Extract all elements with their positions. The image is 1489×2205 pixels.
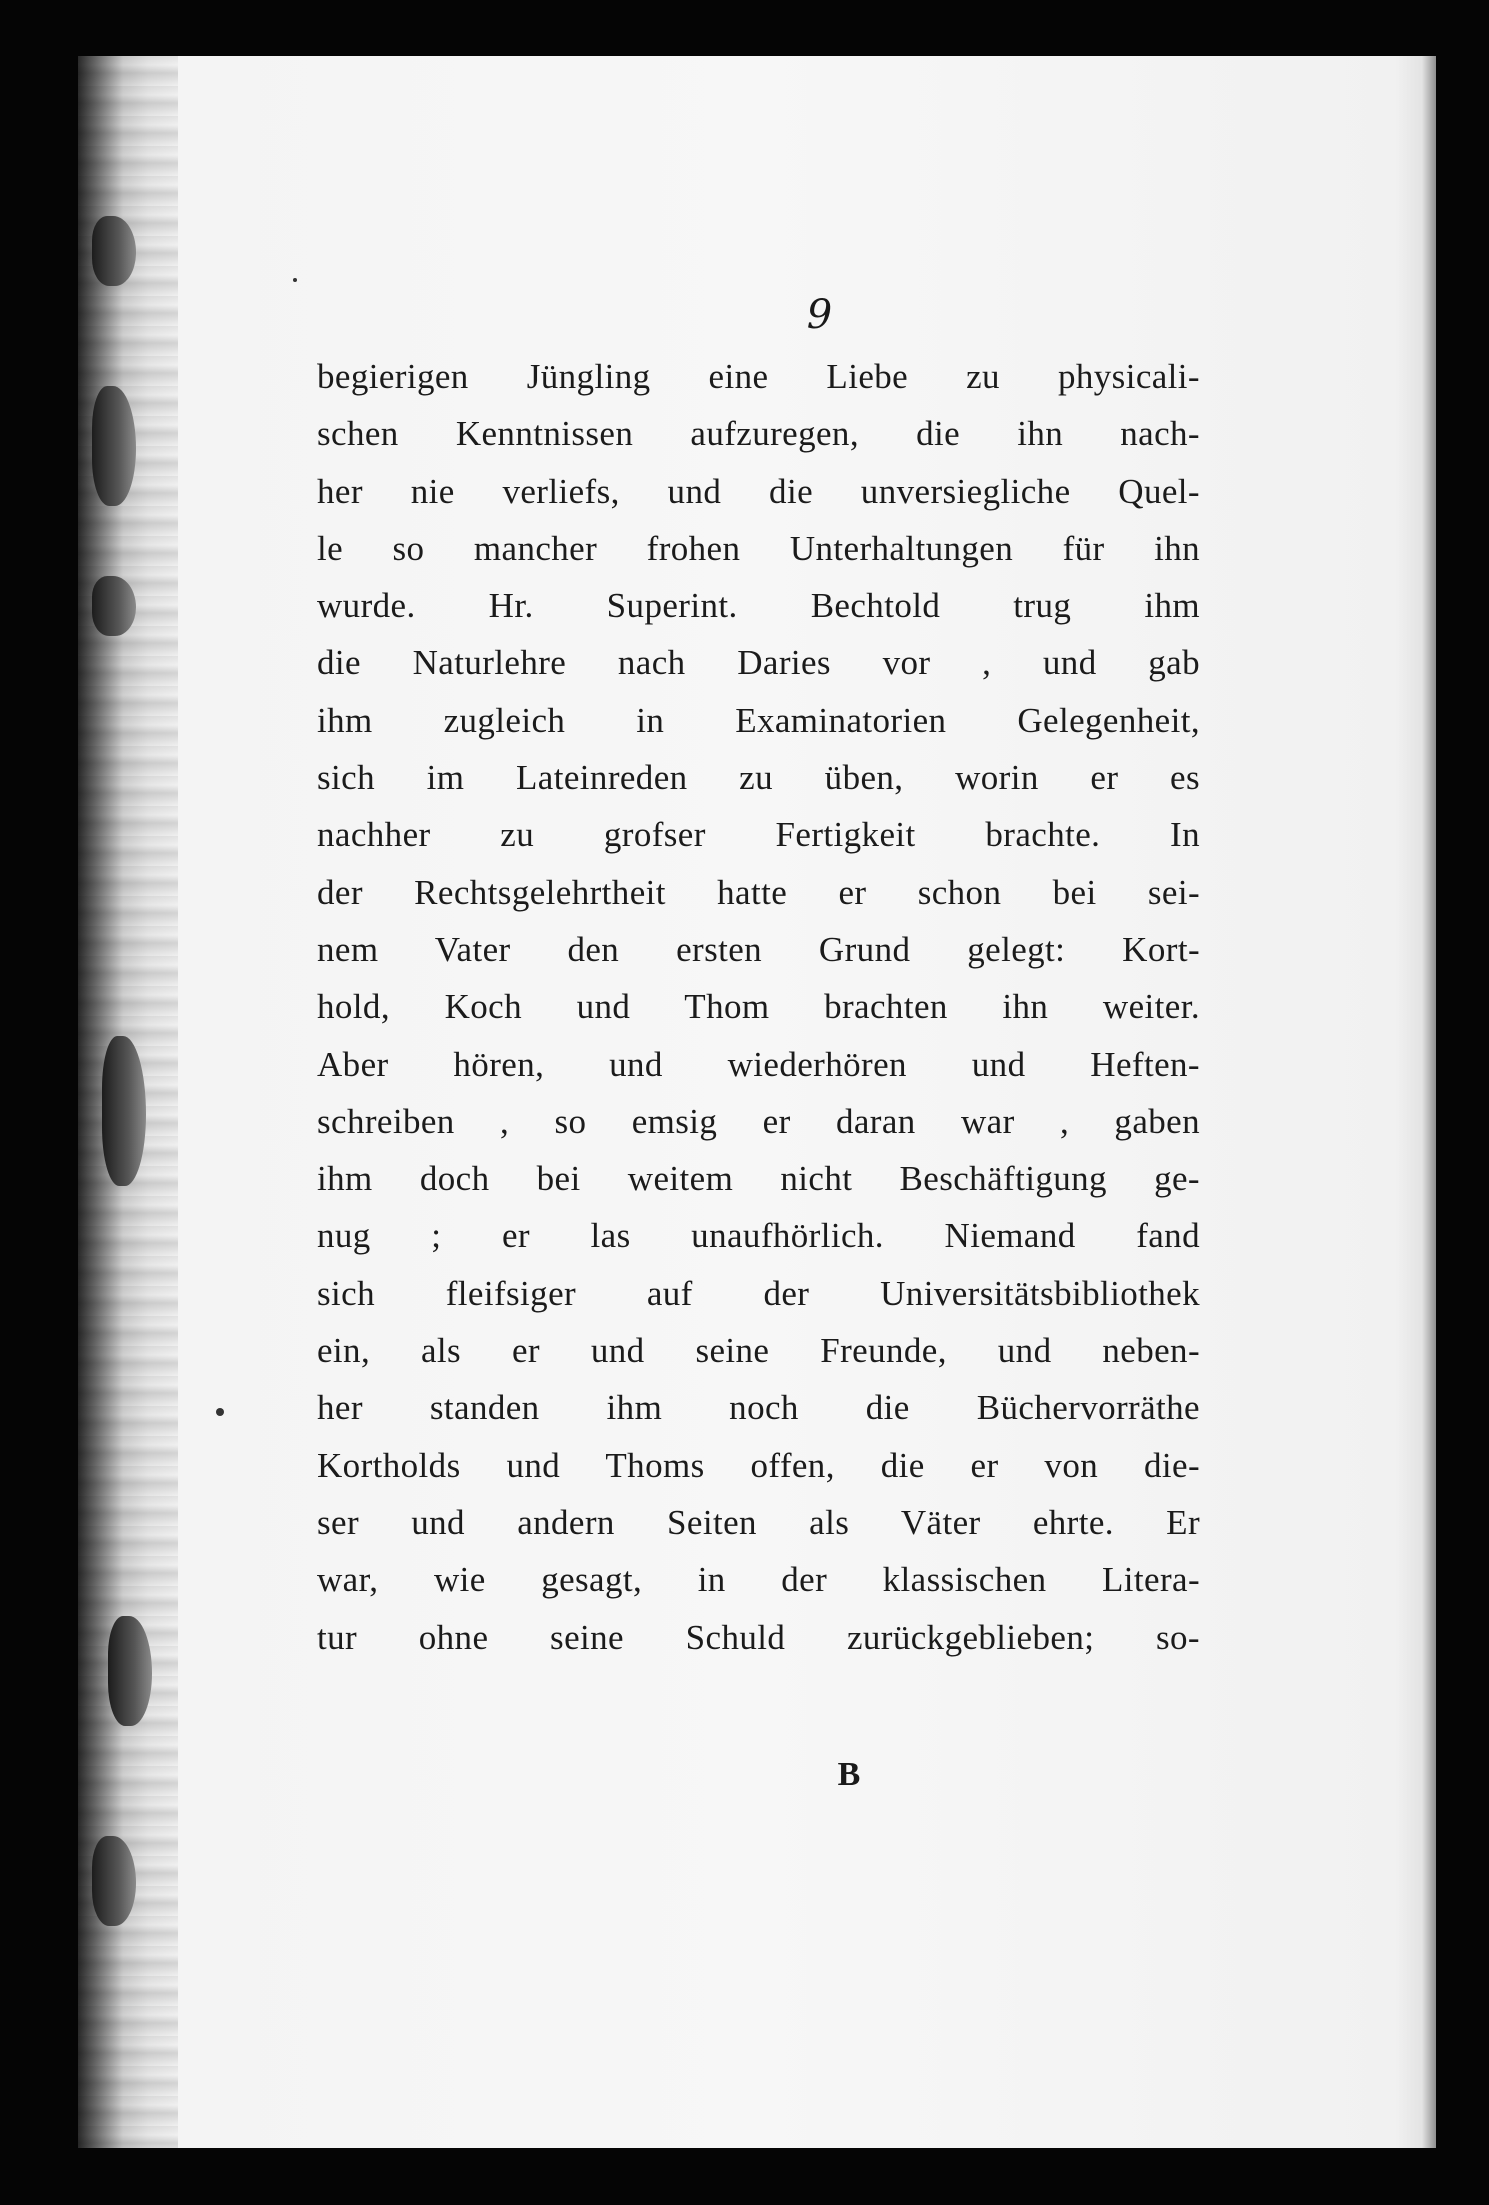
text-line: schreiben , so emsig er daran war , gaben [317,1101,1200,1141]
spine-damage [92,576,136,636]
text-line: sich im Lateinreden zu üben, worin er es [317,758,1200,798]
page-spine-edge [78,56,178,2148]
text-line: die Naturlehre nach Daries vor , und gab [317,643,1200,683]
ink-speck [293,278,297,282]
text-line: nachher zu grofser Fertigkeit brachte. In [317,815,1200,855]
text-line: her nie verliefs, und die unversiegliche Quel- [317,471,1200,511]
text-line: Kortholds und Thoms offen, die er von die- [317,1445,1200,1485]
text-line: ihm doch bei weitem nicht Beschäftigung ge- [317,1159,1200,1199]
text-line: nug ; er las unaufhörlich. Niemand fand [317,1216,1200,1256]
text-line: her standen ihm noch die Büchervorräthe [317,1388,1200,1428]
text-line: le so mancher frohen Unterhaltungen für ihn [317,528,1200,568]
body-text [317,348,1200,1666]
text-line: der Rechtsgelehrtheit hatte er schon bei sei- [317,872,1200,912]
signature-mark: B [837,1756,861,1793]
page-number: 9 [806,292,833,338]
spine-damage [102,1036,146,1186]
text-line: war, wie gesagt, in der klassischen Litera- [317,1560,1200,1600]
text-line: Aber hören, und wiederhören und Heften- [317,1044,1200,1084]
spine-damage [92,386,136,506]
text-line: schen Kenntnissen aufzuregen, die ihn nach- [317,414,1200,454]
ink-speck [216,1408,224,1416]
text-line: tur ohne seine Schuld zurückgeblieben; so- [317,1617,1200,1657]
spine-damage [92,1836,136,1926]
text-line: nem Vater den ersten Grund gelegt: Kort- [317,929,1200,969]
spine-damage [108,1616,152,1726]
book-page [78,56,1436,2148]
text-line: ser und andern Seiten als Väter ehrte. Er [317,1502,1200,1542]
text-line: wurde. Hr. Superint. Bechtold trug ihm [317,586,1200,626]
text-line: ihm zugleich in Examinatorien Gelegenheit, [317,700,1200,740]
page-right-shadow [1422,56,1436,2148]
text-line: ein, als er und seine Freunde, und neben- [317,1331,1200,1371]
text-line: begierigen Jüngling eine Liebe zu physicali- [317,357,1200,396]
text-line: hold, Koch und Thom brachten ihn weiter. [317,987,1200,1027]
spine-damage [92,216,136,286]
text-line: sich fleifsiger auf der Universitätsbibliothek [317,1273,1200,1313]
